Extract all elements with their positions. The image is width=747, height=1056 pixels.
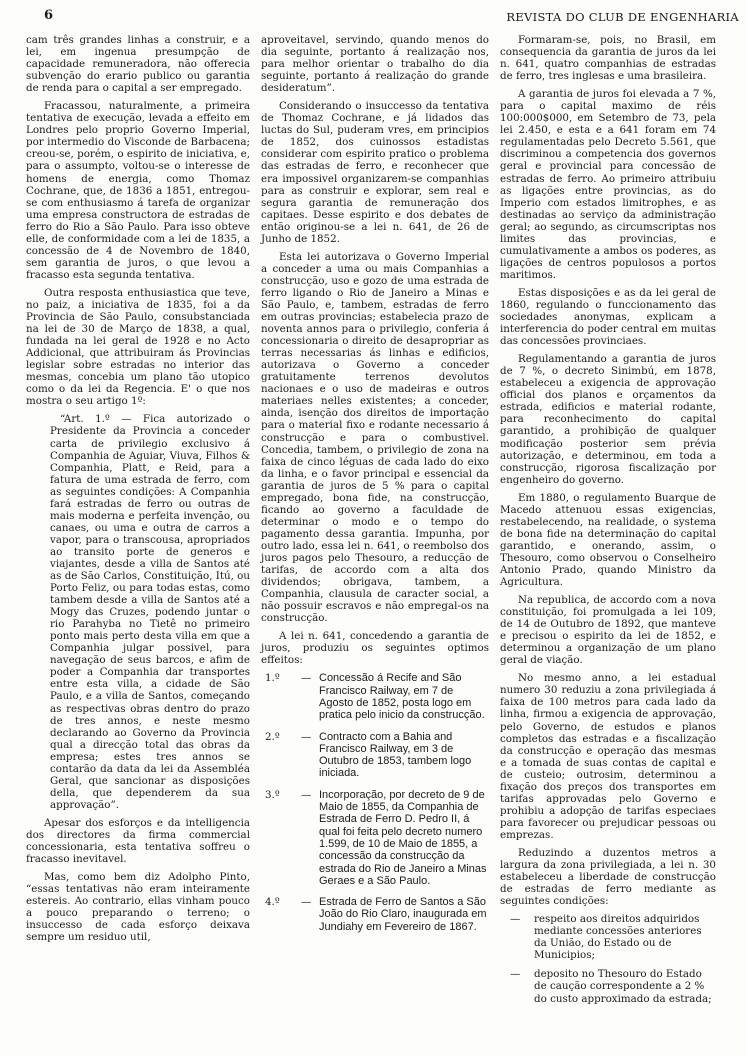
- item-dash: —: [301, 730, 312, 743]
- paragraph: Reduzindo a duzentos metros a largura da zona privilegiada, a lei n. 30 estabeleceu a liberdade de construcção de estradas de ferro mediante as seguintes condições:: [500, 847, 716, 908]
- item-number: 2.º: [265, 730, 280, 743]
- item-dash: —: [301, 672, 312, 685]
- paragraph: Outra resposta enthusiastica que teve, no paiz, a iniciativa de 1835, foi a da Provincia de São Paulo, consubstanciada na lei de 30 de Março de 1838, a qual, fundada na lei geral de 1928 e no Acto Addicional, que attribuiram ás Provincias legislar sobre estradas no interior das mesmas, concebia um plano tão utopico como o da lei da Regencia. E' o que nos mostra o seu artigo 1º:: [26, 286, 250, 408]
- paragraph: Fracassou, naturalmente, a primeira tentativa de execução, levada a effeito em Londres pelo proprio Governo Imperial, por intermedio do Visconde de Barbacena; creou-se, porém, o espirito de iniciativa, e, para o assumpto, voltou-se o interesse de homens de energia, como Thomaz Cochrane, que, de 1836 a 1851, entregou-se com enthusiasmo á tarefa de organizar uma empresa constructora de estradas de ferro do Rio a São Paulo. Para isso obteve elle, de conformidade com a lei de 1835, a concessão de 4 de Novembro de 1840, sem garantia de juros, o que levou a fracasso esta segunda tentativa.: [26, 100, 250, 281]
- list-item: [261, 896, 489, 933]
- running-header: REVISTA DO CLUB DE ENGENHARIA: [506, 10, 739, 24]
- item-dash: —: [510, 968, 521, 981]
- paragraph: A lei n. 641, concedendo a garantia de juros, produziu os seguintes optimos effeitos:: [261, 630, 489, 667]
- list-item: [261, 789, 489, 887]
- paragraph: Considerando o insuccesso da tentativa de Thomaz Cochrane, e já lidados das luctas do Sul, puderam vres, em principios de 1852, dos cuinossos estadistas considerar com espirito pratico o problema das estradas de ferro, e reconhecer que era impossivel organizarem-se companhias para as construir e explorar, sem real e segura garantia de remuneração dos capitaes. Desse espirito e dos debates de então originou-se a lei n. 641, de 26 de Junho de 1852.: [261, 100, 489, 245]
- paragraph: Na republica, de accordo com a nova constituição, foi promulgada a lei 109, de 14 de Outubro de 1892, que manteve e precisou o espirito da lei de 1852, e determinou a organização de um plano geral de viação.: [500, 594, 716, 667]
- paragraph: aproveitavel, servindo, quando menos do dia seguinte, portanto á realização nos, para melhor orientar o trabalho do dia seguinte, portanto á realização do grande desideratum”.: [261, 34, 489, 95]
- paragraph: Estas disposições e as da lei geral de 1860, regulando o funccionamento das sociedades anonymas, explicam a interferencia do poder central em muitas das concessões provinciaes.: [500, 286, 716, 348]
- quote-text: “Art. 1.º — Fica autorizado o Presidente da Provincia a conceder carta de privilegio exclusivo á Companhia de Aguiar, Viuva, Filhos & Companhia, Platt, e Reid, para a fatura de uma estrada de ferro, com as seguintes condições: A Companhia fará estradas de ferro ou outras de mais moderna e perfeita invenção, ou canaes, ou uma e outra de carros a vapor, para o transcousa, apropriados ao transito porte de generos e viajantes, desde a villa de Santos até as de São Carlos, Constituição, Itú, ou Porto Feliz, ou para todas estas, como tambem desde a villa de Santos até a Mogy das Cruzes, podendo juntar o rio Parahyba no Tietê no primeiro ponto mais perto desta villa em que a Companhia julgar possivel, para navegação de seus barcos, e afim de poder a Companhia dar transportes entre esta villa, a cidade de São Paulo, e a villa de Santos, começando as respectivas obras dentro do prazo de tres annos, e neste mesmo declarando ao Governo da Provincia qual a direcção total das obras da empresa; estes tres annos se contarão da data da lei da Assembléa Geral, que sancionar as disposições della, que dependerem da sua approvação”.: [50, 413, 250, 811]
- item-text: Estrada de Ferro de Santos a São João do Rio Claro, inaugurada em Jundiahy em Fevereiro de 1867.: [319, 896, 487, 933]
- paragraph: Regulamentando a garantia de juros de 7 %, o decreto Sinimbú, em 1878, estabeleceu a exigencia de approvação official dos planos e orçamentos da estrada, edificios e material rodante, para reconhecimento do capital garantido, a prohibição de qualquer modificação posterior sem prévia autorização, e determinou, em toda a construcção, rigorosa fiscalização por engenheiro do governo.: [500, 353, 716, 486]
- paragraph: Mas, como bem diz Adolpho Pinto, “essas tentativas não eram inteiramente estereis. Ao contrario, ellas vinham pouco a pouco preparando o terreno; o insuccesso de cada esforço deixava sempre um residuo util,: [26, 871, 250, 944]
- item-number: 4.º: [265, 896, 280, 909]
- item-text: respeito aos direitos adquiridos mediante concessões anteriores da União, do Estado ou de Municipios;: [534, 913, 702, 962]
- column-3: [500, 34, 716, 1012]
- column-1: [26, 34, 250, 949]
- item-text: Contracto com a Bahia and Francisco Railway, em 3 de Outubro de 1853, tambem logo iniciada.: [319, 730, 472, 780]
- paragraph: Esta lei autorizava o Governo Imperial a conceder a uma ou mais Companhias a construcção, uso e gozo de uma estrada de ferro ligando o Rio de Janeiro a Minas e São Paulo, e, tambem, estradas de ferro em outras provincias; estabelecia prazo de noventa annos para o privilegio, conferia á concessionaria o direito de desapropriar as terras necessarias ás linhas e edificios, autorizava o Governo a conceder gratuitamente terrenos devolutos nacionaes e o uso de madeiras e outros materiaes nelles existentes; a conceder, ainda, isenção dos direitos de importação para o material fixo e rodante necessario á construcção e para o combustivel. Concedia, tambem, o privilegio de zona na faixa de cinco léguas de cada lado do eixo da linha, e o favor principal e essencial da garantia de juros de 5 % para o capital empregado, bona fide, na construcção, ficando ao governo a faculdade de determinar o modo e o tempo do pagamento dessa garantia. Impunha, por outro lado, essa lei n. 641, o reembolso dos juros pagos pelo Thesouro, a reducção de tarifas, de accordo com a alta dos dividendos; obrigava, tambem, a Companhia, clausula de caracter social, a não possuir escravos e não empregal-os na construcção.: [261, 250, 489, 625]
- list-item: [500, 913, 716, 961]
- paragraph: Em 1880, o regulamento Buarque de Macedo attenuou essas exigencias, restabelecendo, na realidade, o systema de bona fide na determinação do capital garantido, e onerando, assim, o Thesouro, como observou o Conselheiro Antonio Prado, quando Ministro da Agricultura.: [500, 491, 716, 589]
- list-item: [500, 968, 716, 1004]
- item-dash: —: [510, 913, 521, 926]
- item-text: deposito no Thesouro do Estado de caução correspondente a 2 % do custo approximado da estrada;: [534, 968, 712, 1005]
- paragraph: A garantia de juros foi elevada a 7 %, para o capital maximo de réis 100:000$000, em Setembro de 73, pela lei 2.450, e esta e a 641 foram em 74 regulamentadas pelo Decreto 5.561, que discriminou a competencia dos governos geral e provincial para concessão de estradas de ferro. Ao primeiro attribuiu as ligações entre provincias, as do Imperio com estados limitrophes, e as destinadas ao serviço da administração geral; ao segundo, as circumscriptas nos limites das provincias, e cumulativamente a ambos os poderes, as ligações de centros populosos a portos maritimos.: [500, 88, 716, 281]
- item-dash: —: [301, 896, 312, 909]
- item-text: Incorporação, por decreto de 9 de Maio de 1855, da Companhia de Estrada de Ferro D. Pedro II, á qual foi feita pelo decreto numero 1.599, de 10 de Maio de 1855, a concessão da construcção da estrada do Rio de Janeiro a Minas Geraes e a São Paulo.: [319, 788, 487, 887]
- item-number: 3.º: [265, 788, 280, 801]
- paragraph: cam três grandes linhas a construir, e a lei, em ingenua presumpção de capacidade remuneradora, não offerecia subvenção do erario publico ou garantia de renda para o capital a ser empregado.: [26, 34, 250, 95]
- page-number: 6: [44, 8, 54, 23]
- item-text: Concessão á Recife and São Francisco Railway, em 7 de Agosto de 1852, posta logo em pratica pelo inicio da construcção.: [319, 672, 485, 722]
- paragraph: Formaram-se, pois, no Brasil, em consequencia da garantia de juros da lei n. 641, quatro companhias de estradas de ferro, tres inglesas e uma brasileira.: [500, 34, 716, 83]
- paragraph: No mesmo anno, a lei estadual numero 30 reduziu a zona privilegiada á faixa de 100 metros para cada lado da linha, firmou a exigencia de approvação, pelo Governo, de estudos e planos completos das estradas e a fiscalização da construcção e operação das mesmas e a tomada de suas contas de capital e de custeio; outrosim, determinou a fixação dos preços dos transportes em tarifas approvadas pelo Governo e prohibiu a adopção de tarifas especiaes para favorecer ou prejudicar pessoas ou emprezas.: [500, 672, 716, 841]
- paragraph: Apesar dos esforços e da intelligencia dos directores da firma commercial concessionaria, esta tentativa soffreu o fracasso inevitavel.: [26, 816, 250, 866]
- item-dash: —: [301, 788, 312, 801]
- list-item: [261, 731, 489, 780]
- item-number: 1.º: [265, 672, 280, 685]
- list-item: [261, 672, 489, 721]
- column-2: [261, 34, 489, 942]
- article-quote: [26, 413, 250, 811]
